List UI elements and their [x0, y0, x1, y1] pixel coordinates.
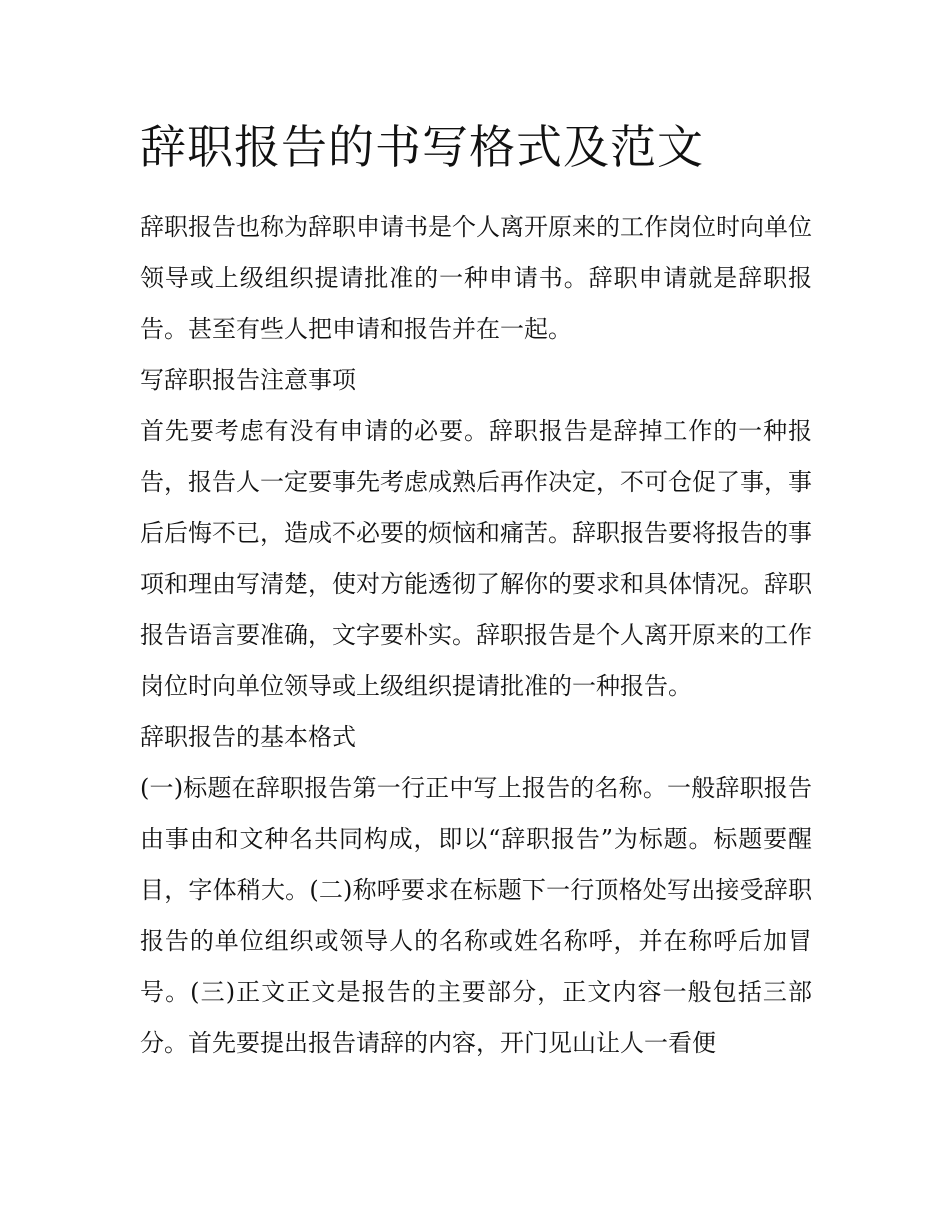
format-paragraph: (一)标题在辞职报告第一行正中写上报告的名称。一般辞职报告由事由和文种名共同构成，即以“辞职报告”为标题。标题要醒目，字体稍大。(二)称呼要求在标题下一行顶格处写出接受辞职报告的单位组织或领导人的名称或姓名称呼，并在称呼后加冒号。(三)正文正文是报告的主要部分，正文内容一般包括三部分。首先要提出报告请辞的内容，开门见山让人一看便 [140, 774, 812, 1057]
document-title: 辞职报告的书写格式及范文 [140, 120, 704, 174]
section-heading-format: 辞职报告的基本格式 [140, 723, 356, 751]
intro-paragraph: 辞职报告也称为辞职申请书是个人离开原来的工作岗位时向单位领导或上级组织提请批准的一种申请书。辞职申请就是辞职报告。甚至有些人把申请和报告并在一起。 [140, 213, 812, 343]
section-heading-precautions: 写辞职报告注意事项 [140, 366, 356, 394]
precautions-paragraph: 首先要考虑有没有申请的必要。辞职报告是辞掉工作的一种报告，报告人一定要事先考虑成熟后再作决定，不可仓促了事，事后后悔不已，造成不必要的烦恼和痛苦。辞职报告要将报告的事项和理由写清楚，使对方能透彻了解你的要求和具体情况。辞职报告语言要准确，文字要朴实。辞职报告是个人离开原来的工作岗位时向单位领导或上级组织提请批准的一种报告。 [140, 417, 812, 700]
document-body [140, 112, 812, 1069]
